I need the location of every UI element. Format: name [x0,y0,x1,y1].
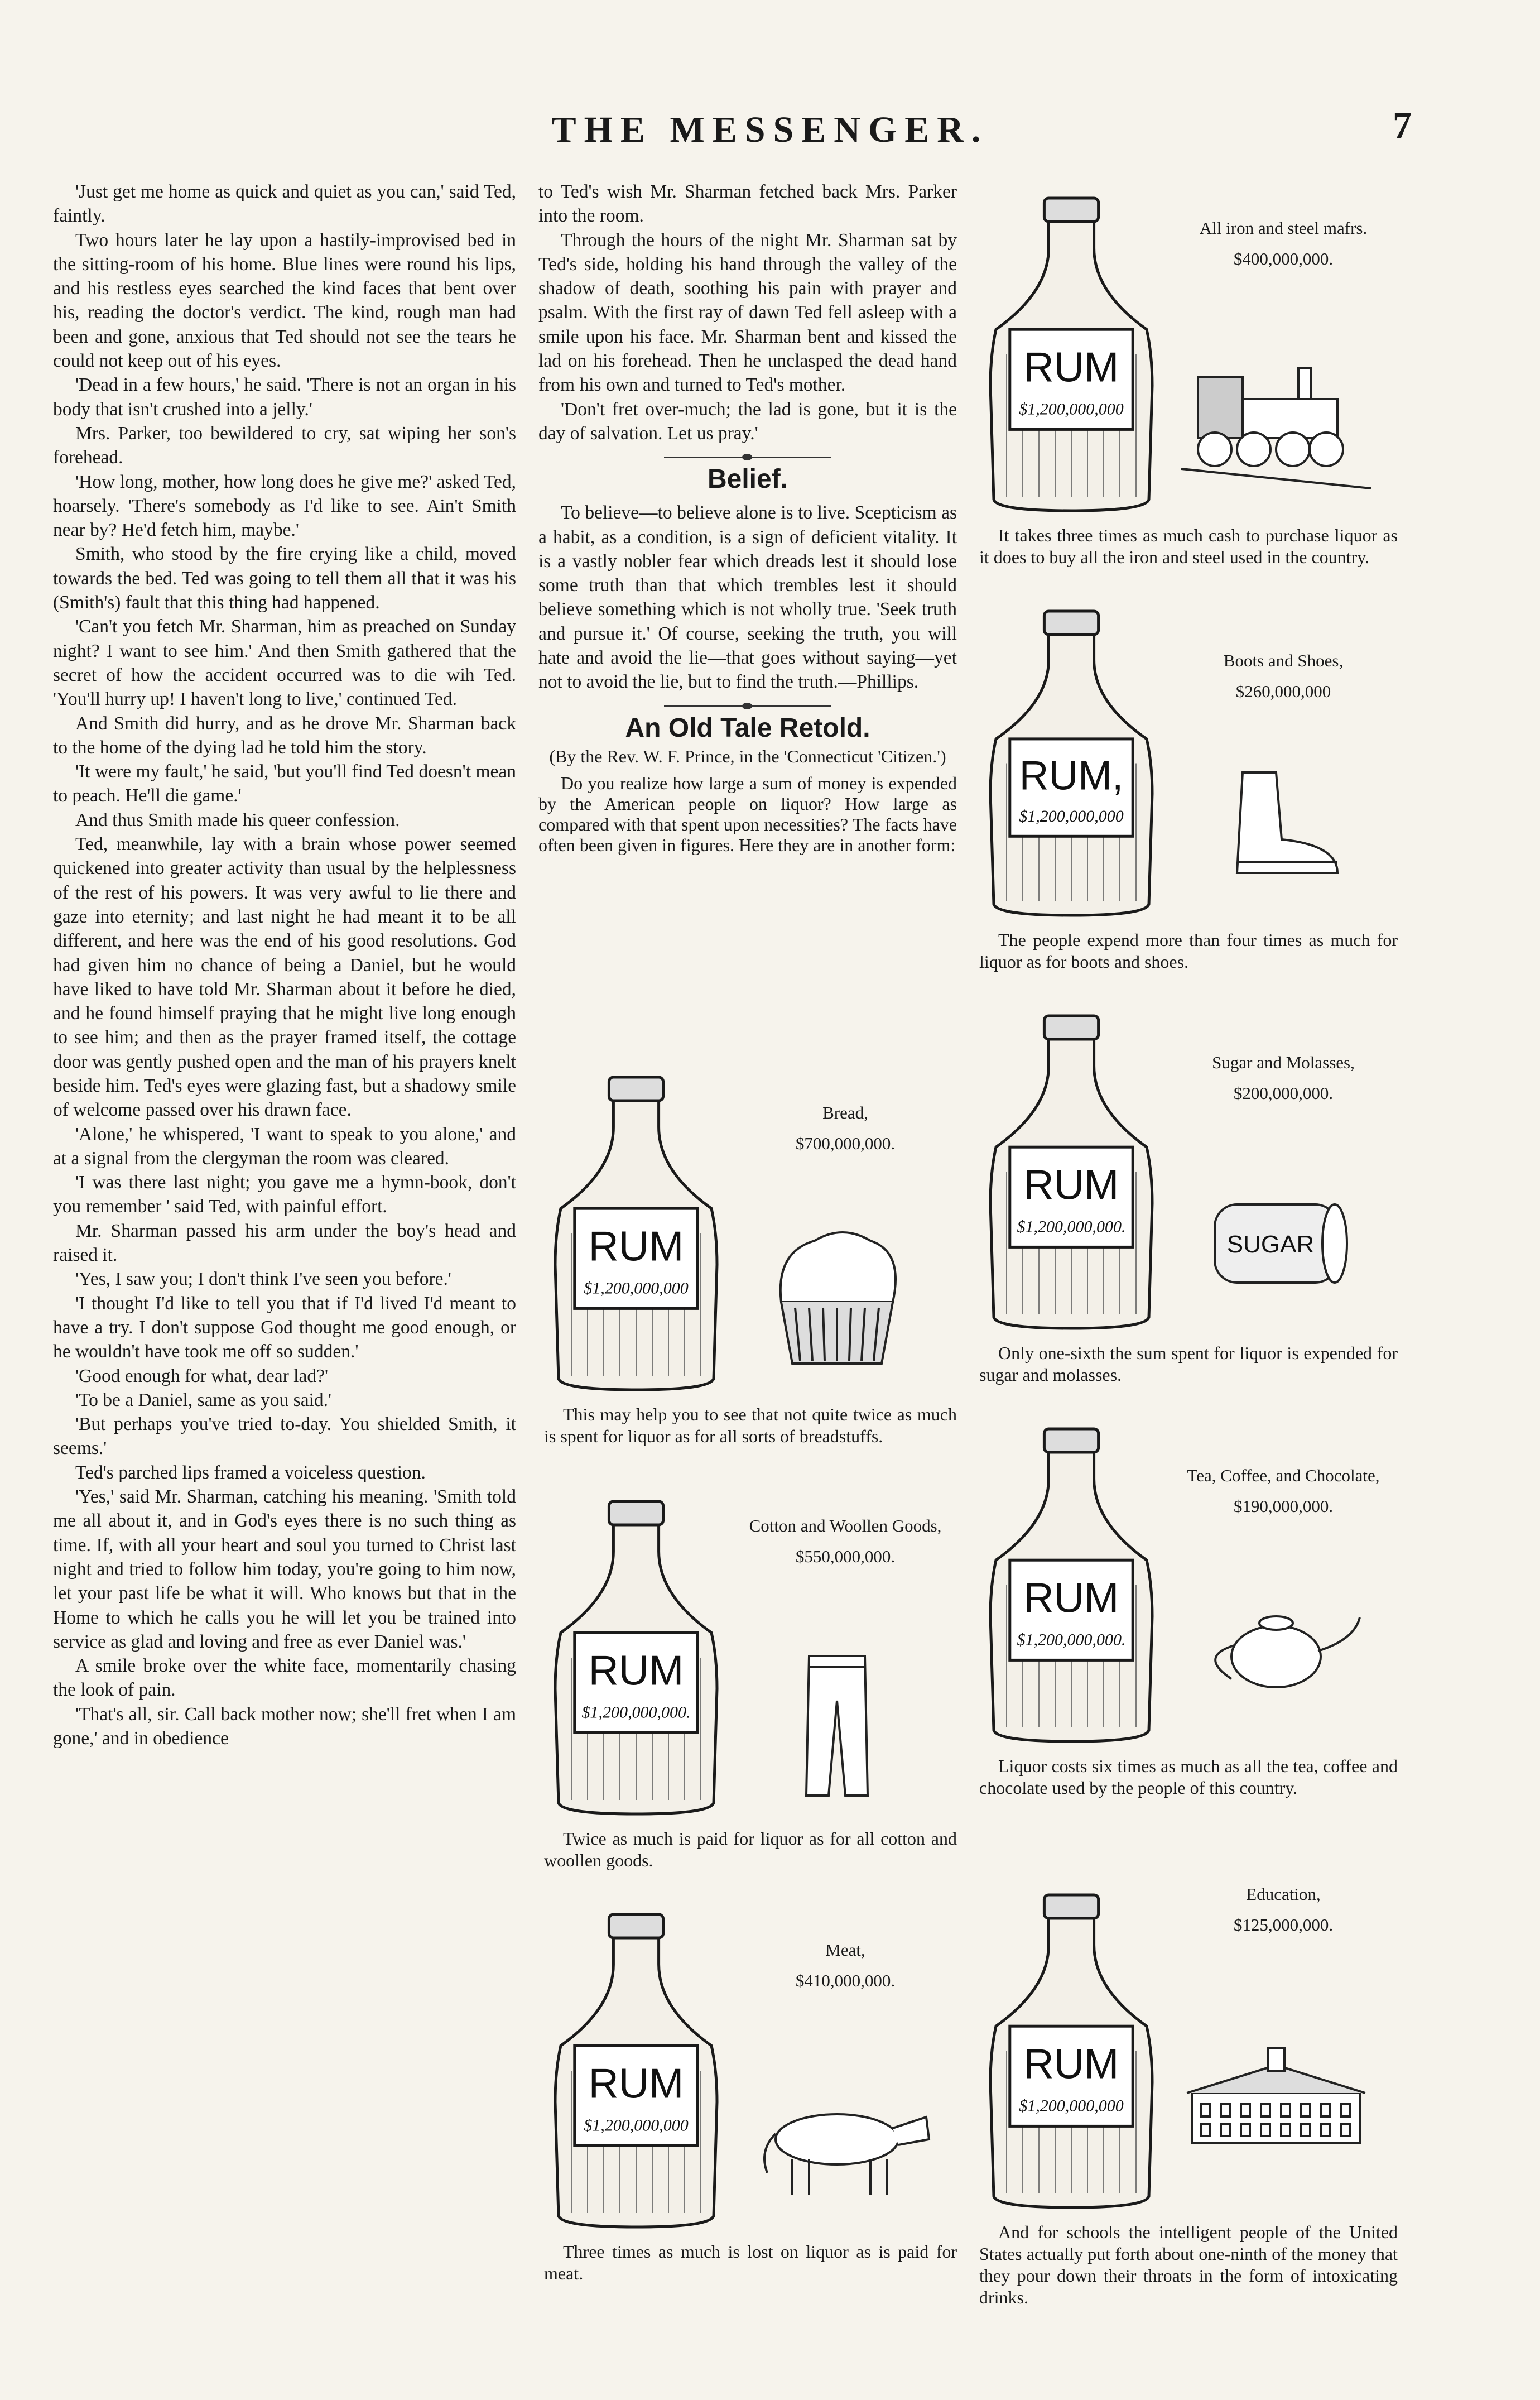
bread-icon [781,1232,896,1364]
comparison-block [979,603,1403,993]
story-paragraph: Ted, meanwhile, lay with a brain whose power seemed quickened into greater activity than usual by the helplessness of the rest of his powers. It was very awful to lie there and gaze into eternity; and last night he had meant it to be all different, and here was the end of his good resolutions. God had given him no chance of being a Daniel, but he would have liked to have told Mr. Sharman about it before he died, and he found himself praying that he might live long enough to see him; and then as the prayer framed itself, the cottage door was gently pushed open and the man of his prayers knelt beside him. Ted's eyes were glazing fast, but a shadowy smile of welcome passed over his drawn face. [53,834,516,1121]
comparison-amount: $190,000,000. [1233,1496,1334,1516]
comparison-block [979,170,1403,589]
story-paragraph: 'Yes, I saw you; I don't think I've seen you before.' [75,1269,451,1290]
story-paragraph: And Smith did hurry, and as he drove Mr. Sharman back to the home of the dying lad he told him the story. [53,713,516,758]
comparison-caption: And for schools the intelligent people of the United States actually put forth about one-ninth of the money that they pour down their throats in the form of intoxicating drinks. [979,2222,1398,2307]
story-paragraph: 'Just get me home as quick and quiet as you can,' said Ted, faintly. [53,181,516,227]
page-header [0,104,1540,170]
tale-heading: An Old Tale Retold. [625,713,870,743]
belief-text: To believe—to believe alone is to live. Scepticism as a habit, as a condition, is a sign of deficient vitality. It is a vastly nobler fear which dreads lest it should lose some truth than that which trembles lest it should believe something which is not wholly true. 'Seek truth and pursue it.' Of course, seeking the truth, you will hate and avoid the lie—that goes without saying—yet not to avoid the lie, but to find the truth.—Phillips. [538,502,957,693]
comparison-caption: Three times as much is lost on liquor as is paid for meat. [544,2241,957,2283]
comparison-block [979,1005,1403,1407]
section-divider [664,457,831,458]
story-continuation: to Ted's wish Mr. Sharman fetched back Mrs. Parker into the room. [538,181,957,227]
comparison-caption: Only one-sixth the sum spent for liquor is expended for sugar and molasses. [979,1343,1398,1385]
schoolhouse-icon [1187,2048,1365,2143]
comparison-block [544,1892,963,2305]
rum-label: RUM [1023,343,1119,391]
rum-amount: $1,200,000,000 [584,2116,689,2135]
teapot-icon [1215,1616,1360,1687]
boot-icon [1237,772,1337,873]
trousers-icon [806,1656,868,1796]
comparison-amount: $200,000,000. [1233,1083,1334,1103]
story-paragraph: 'I thought I'd like to tell you that if I'd lived I'd meant to have a try. I don't suppose God thought me good enough, or he wouldn't have took me off so sudden.' [53,1293,516,1362]
rum-amount: $1,200,000,000 [1019,807,1124,826]
comparison-caption: Liquor costs six times as much as all the tea, coffee and chocolate used by the people of this country. [979,1756,1398,1798]
comparison-amount: $125,000,000. [1233,1915,1334,1935]
rum-label: RUM [1023,1574,1119,1621]
comparison-label: Boots and Shoes, [1223,651,1344,670]
story-paragraph: 'Alone,' he whispered, 'I want to speak to you alone,' and at a signal from the clergyman the room was cleared. [53,1124,516,1169]
comparison-label: Sugar and Molasses, [1212,1053,1355,1072]
rum-amount: $1,200,000,000 [1019,2096,1124,2115]
story-paragraph: Mrs. Parker, too bewildered to cry, sat wiping her son's forehead. [53,423,516,468]
rum-label: RUM [588,2060,684,2107]
story-paragraph: Mr. Sharman passed his arm under the boy's head and raised it. [53,1220,516,1266]
story-continuation: 'Don't fret over-much; the lad is gone, but it is the day of salvation. Let us pray.' [538,399,957,444]
comparison-caption: Twice as much is paid for liquor as for all cotton and woollen goods. [544,1828,957,1870]
ox-icon [764,2114,929,2195]
comparison-block [544,1468,963,1892]
sugar-label: SUGAR [1226,1231,1315,1258]
rum-amount: $1,200,000,000. [1017,1217,1126,1236]
comparison-amount: $260,000,000 [1235,681,1331,701]
story-column [53,180,516,1750]
comparison-caption: The people expend more than four times as much for liquor as for boots and shoes. [979,930,1398,972]
story-paragraph: A smile broke over the white face, momentarily chasing the look of pain. [53,1655,516,1701]
rum-amount: $1,200,000,000. [1017,1630,1126,1649]
story-paragraph: 'To be a Daniel, same as you said.' [75,1389,332,1410]
comparison-block [979,1418,1403,1820]
story-paragraph: 'How long, mother, how long does he give me?' asked Ted, hoarsely. 'There's somebody as I'd like to see. Ain't Smith near by? He'd fetch him, maybe.' [53,471,516,541]
story-paragraph: 'Can't you fetch Mr. Sharman, him as preached on Sunday night? I want to see him.' And then Smith gathered that the secret of how the accident occurred was to die wih Ted. 'You'll hurry up! I haven't long to live,' continued Ted. [53,616,516,710]
comparison-label: Bread, [822,1103,868,1122]
rum-label: RUM, [1019,753,1124,799]
tale-byline: (By the Rev. W. F. Prince, in the 'Connecticut 'Citizen.') [549,746,946,766]
story-paragraph: 'That's all, sir. Call back mother now; she'll fret when I am gone,' and in obedience [53,1703,516,1749]
rum-label: RUM [588,1647,684,1694]
section-divider [664,705,831,707]
story-paragraph: Ted's parched lips framed a voiceless question. [75,1462,426,1483]
rum-label: RUM [588,1222,684,1270]
comparison-caption: It takes three times as much cash to purchase liquor as it does to buy all the iron and steel used in the country. [979,525,1398,567]
comparison-block [544,1055,963,1468]
story-paragraph: And thus Smith made his queer confession. [75,809,400,831]
story-paragraph: Smith, who stood by the fire crying like a child, moved towards the bed. Ted was going to tell them all that it was his (Smith's) fault that this thing had happened. [53,544,516,613]
story-paragraph: 'It were my fault,' he said, 'but you'll find Ted doesn't mean to peach. He'll die game.' [53,761,516,807]
comparison-label: Meat, [825,1940,865,1960]
story-paragraph: 'Yes,' said Mr. Sharman, catching his meaning. 'Smith told me all about it, and in God's eyes there is no such thing as time. If, with all your heart and soul you turned to Christ last night and tried to follow him today, you're going to him now, let your past life be what it will. Who knows but that in the Home to which he calls you he will let you be trained into service as glad and loving and free as ever Daniel was.' [53,1486,516,1652]
comparison-amount: $400,000,000. [1233,249,1334,268]
rum-label: RUM [1023,1161,1119,1208]
story-paragraph: 'I was there last night; you gave me a hymn-book, don't you remember ' said Ted, with painful effort. [53,1172,516,1217]
story-paragraph: 'Good enough for what, dear lad?' [75,1365,329,1386]
rum-amount: $1,200,000,000. [581,1703,691,1722]
masthead-title: THE MESSENGER. [551,109,989,150]
rum-label: RUM [1023,2040,1119,2087]
sugar-barrel-icon [1215,1204,1347,1283]
tale-intro: Do you realize how large a sum of money is expended by the American people on liquor? How large as compared with that spent upon necessities? The facts have often been given in figures. Here they are in another form: [538,772,957,855]
comparison-amount: $550,000,000. [795,1547,896,1566]
story-paragraph: 'But perhaps you've tried to-day. You shielded Smith, it seems.' [53,1414,516,1459]
middle-column [538,180,957,856]
comparison-label: Cotton and Woollen Goods, [749,1516,942,1535]
comparison-caption: This may help you to see that not quite twice as much is spent for liquor as for all sorts of breadstuffs. [544,1404,957,1446]
comparison-label: Education, [1246,1884,1321,1904]
comparison-amount: $410,000,000. [795,1971,896,1990]
locomotive-icon [1181,368,1371,488]
rum-amount: $1,200,000,000 [584,1279,689,1298]
rum-amount: $1,200,000,000 [1019,400,1124,419]
comparison-block [979,1836,1403,2311]
belief-heading: Belief. [707,464,788,495]
story-paragraph: 'Dead in a few hours,' he said. 'There is not an organ in his body that isn't crushed into a jelly.' [53,375,516,420]
comparison-label: All iron and steel mafrs. [1199,218,1368,238]
comparison-amount: $700,000,000. [795,1134,896,1153]
page-number: 7 [1393,104,1412,146]
story-continuation: Through the hours of the night Mr. Sharman sat by Ted's side, holding his hand through the valley of the shadow of death, soothing his pain with prayer and psalm. With the first ray of dawn Ted fell asleep with a smile upon his face. Mr. Sharman bent and kissed the lad on his forehead. Then he unclasped the dead hand from his own and turned to Ted's mother. [538,229,957,396]
story-paragraph: Two hours later he lay upon a hastily-improvised bed in the sitting-room of his home. Blue lines were round his lips, and his restless eyes searched the kind faces that bent over his, reading the doctor's verdict. The kind, rough man had been and gone, anxious that Ted should not see the tears he could not keep out of his eyes. [53,229,516,372]
comparison-label: Tea, Coffee, and Chocolate, [1187,1466,1380,1485]
